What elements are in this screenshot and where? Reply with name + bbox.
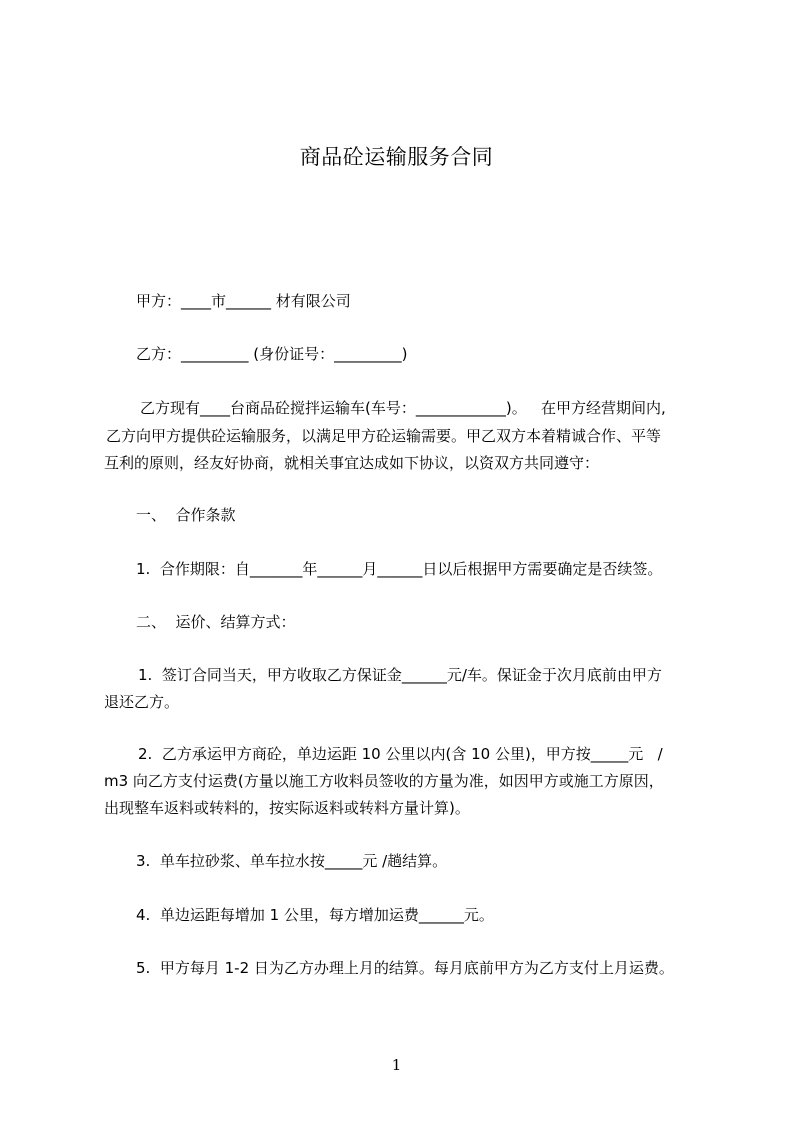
clause-2-1-line-1: 1. 签订合同当天，甲方收取乙方保证金______元/车。保证金于次月底前由甲方 <box>138 666 662 684</box>
clause-2-4: 4. 单边运距每增加 1 公里，每方增加运费______元。 <box>136 906 494 924</box>
intro-line-1: 乙方现有____台商品砼搅拌运输车(车号：____________)。 在甲方经营期间内, <box>140 399 666 417</box>
intro-line-2: 乙方向甲方提供砼运输服务，以满足甲方砼运输需要。甲乙双方本着精诚合作、平等 <box>106 427 662 445</box>
page-number: 1 <box>391 1056 402 1074</box>
party-b-line: 乙方：_________ (身份证号：_________) <box>136 345 408 363</box>
document-title: 商品砼运输服务合同 <box>299 145 494 169</box>
intro-line-3: 互利的原则，经友好协商，就相关事宜达成如下协议，以资双方共同遵守： <box>104 454 600 472</box>
clause-1-1: 1. 合作期限：自_______年______月______日以后根据甲方需要确定是否续签。 <box>136 560 663 578</box>
clause-2-2-line-1: 2. 乙方承运甲方商砼，单边运距 10 公里以内(含 10 公里)，甲方按_____元 / <box>138 745 663 763</box>
section-2-heading: 二、 运价、结算方式： <box>136 613 296 631</box>
clause-2-3: 3. 单车拉砂浆、单车拉水按_____元 /趟结算。 <box>136 852 448 870</box>
clause-2-2-line-3: 出现整车返料或转料的，按实际返料或转料方量计算)。 <box>104 799 470 817</box>
section-1-heading: 一、 合作条款 <box>136 506 236 524</box>
clause-2-2-line-2: m3 向乙方支付运费(方量以施工方收料员签收的方量为准，如因甲方或施工方原因， <box>104 772 664 790</box>
clause-2-1-line-2: 退还乙方。 <box>104 693 180 711</box>
party-a-line: 甲方：____市______ 材有限公司 <box>136 292 351 310</box>
clause-2-5: 5. 甲方每月 1-2 日为乙方办理上月的结算。每月底前甲方为乙方支付上月运费。 <box>136 959 674 977</box>
